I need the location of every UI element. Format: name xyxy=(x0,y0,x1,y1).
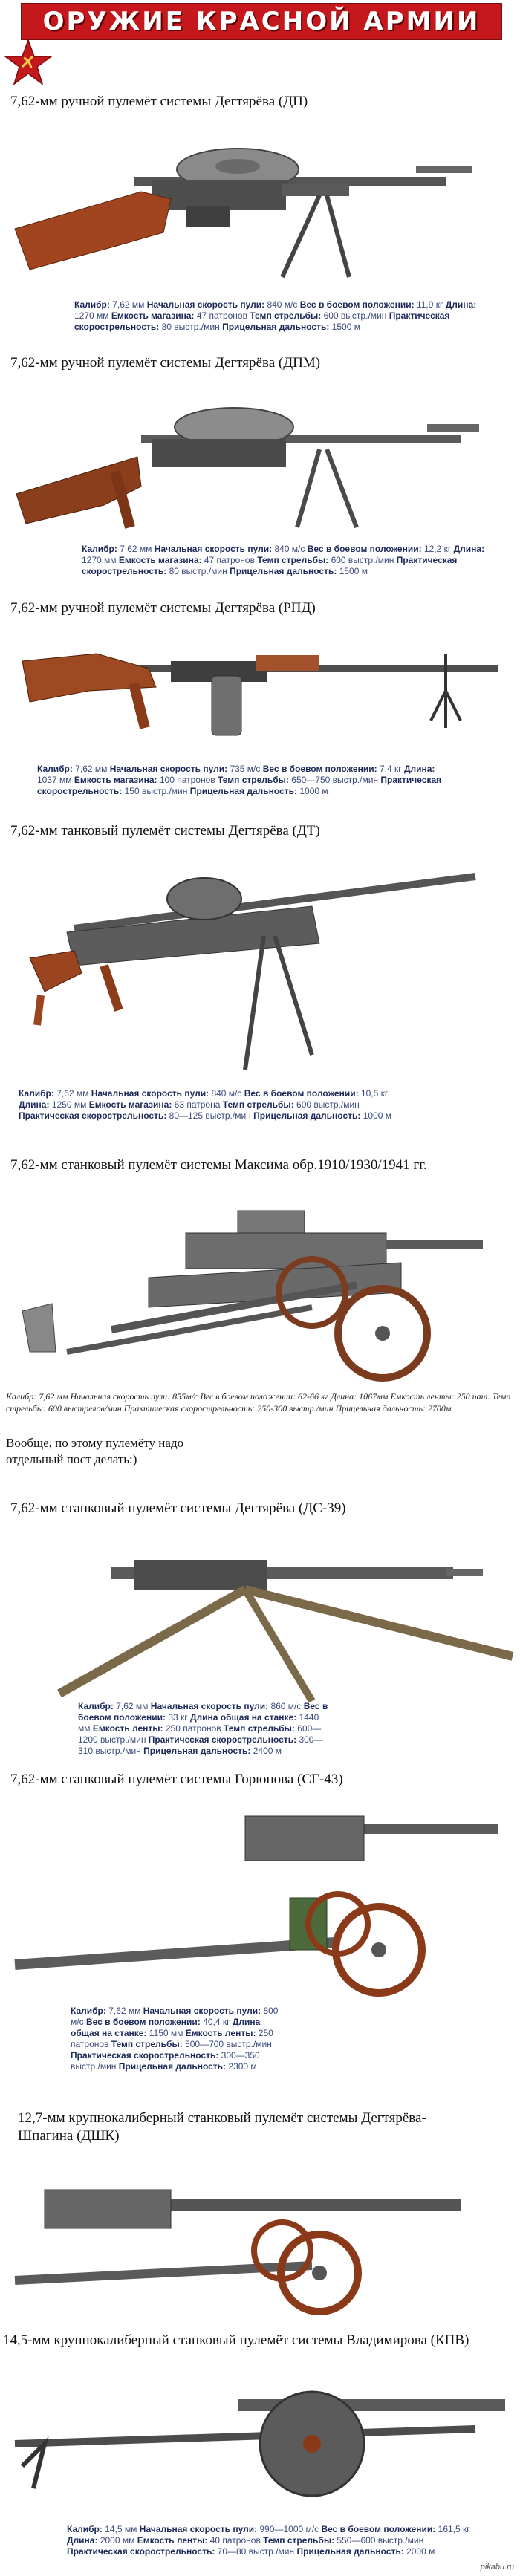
sg43-machine-gun-illustration xyxy=(0,1794,520,2002)
spec-block: Калибр: 7,62 мм Начальная скорость пули: 735 м/с Вес в боевом положении: 7,4 кг Длина: 1037 мм Емкость магазина: 100 патронов Темп стрельбы: 650—750 выстр./мин Практическая скорострельность: 150 выстр./мин Прицельная дальность: 1000 м xyxy=(37,764,442,796)
page-title: ОРУЖИЕ КРАСНОЙ АРМИИ xyxy=(21,3,502,40)
section-title: 7,62-мм станковый пулемёт системы Горюнова (СГ-43) xyxy=(10,1772,343,1787)
section-rpd xyxy=(0,594,520,817)
dpm-machine-gun-illustration xyxy=(0,375,520,553)
section-title: 14,5-мм крупнокалиберный станковый пулемёт системы Владимирова (КПВ) xyxy=(3,2332,469,2348)
section-title: 7,62-мм танковый пулемёт системы Дегтярёва (ДТ) xyxy=(10,823,320,839)
kpv-machine-gun-illustration xyxy=(0,2362,520,2511)
dt-machine-gun-illustration xyxy=(0,847,520,1084)
section-title: 7,62-мм станковый пулемёт системы Дегтярёва (ДС-39) xyxy=(10,1500,346,1516)
section-dp xyxy=(0,88,520,348)
maxim-machine-gun-illustration xyxy=(0,1181,520,1389)
section-title: 12,7-мм крупнокалиберный станковый пулемёт системы Дегтярёва- Шпагина (ДШК) xyxy=(18,2110,426,2144)
dp-machine-gun-illustration xyxy=(0,110,520,310)
section-dshk xyxy=(0,2110,520,2332)
spec-block: Калибр: 7,62 мм Начальная скорость пули: 840 м/с Вес в боевом положении: 11,9 кг Длина: 1270 мм Емкость магазина: 47 патронов Темп стрельбы: 600 выстр./мин Практическая скорострельность: 80 выстр./мин Прицельная дальность: 1500 м xyxy=(74,299,477,332)
section-dt xyxy=(0,817,520,1151)
spec-block: Калибр: 7,62 мм Начальная скорость пули: 840 м/с Вес в боевом положении: 10,5 кг Длина: 1250 мм Емкость магазина: 63 патрона Темп стрельбы: 600 выстр./мин Практическая скорострельность: 80—125 выстр./мин Прицельная дальность: 1000 м xyxy=(19,1088,392,1121)
ds39-machine-gun-illustration xyxy=(0,1523,520,1708)
watermark: pikabu.ru xyxy=(480,2563,514,2572)
section-title: 7,62-мм ручной пулемёт системы Дегтярёва (ДП) xyxy=(10,94,308,109)
section-kpv xyxy=(0,2332,520,2576)
author-note: Вообще, по этому пулемёту надо отдельный пост делать:) xyxy=(6,1436,184,1466)
spec-block: Калибр: 7,62 мм Начальная скорость пули: 800 м/с Вес в боевом положении: 40,4 кг Длина общая на станке: 1150 мм Емкость ленты: 250 патронов Темп стрельбы: 500—700 выстр./мин Практическая скорострельность: 300—350 выстр./мин Прицельная дальность: 2300 м xyxy=(71,2006,279,2072)
section-sg43 xyxy=(0,1772,520,2106)
section-title: 7,62-мм ручной пулемёт системы Дегтярёва (РПД) xyxy=(10,600,316,616)
dshk-machine-gun-illustration xyxy=(0,2162,520,2325)
rpd-machine-gun-illustration xyxy=(0,624,520,780)
header-banner xyxy=(0,0,520,88)
section-maxim xyxy=(0,1151,520,1500)
section-ds39 xyxy=(0,1500,520,1768)
section-title: 7,62-мм ручной пулемёт системы Дегтярёва (ДПМ) xyxy=(10,355,321,371)
spec-block: Калибр: 7,62 мм Начальная скорость пули: 860 м/с Вес в боевом положении: 33 кг Длина общая на станке: 1440 мм Емкость ленты: 250 патронов Темп стрельбы: 600—1200 выстр./мин Практическая скорострельность: 300—310 выстр./мин Прицельная дальность: 2400 м xyxy=(78,1701,328,1756)
spec-block: Калибр: 7,62 мм Начальная скорость пули: 840 м/с Вес в боевом положении: 12,2 кг Длина: 1270 мм Емкость магазина: 47 патронов Темп стрельбы: 600 выстр./мин Практическая скорострельность: 80 выстр./мин Прицельная дальность: 1500 м xyxy=(82,544,485,576)
section-dpm xyxy=(0,349,520,594)
red-star-emblem-icon xyxy=(4,39,52,86)
spec-block: Калибр: 14,5 мм Начальная скорость пули: 990—1000 м/с Вес в боевом положении: 161,5 кг Длина: 2000 мм Емкость ленты: 40 патронов Темп стрельбы: 550—600 выстр./мин Практическая скорострельность: 70—80 выстр./мин Прицельная дальность: 2000 м xyxy=(67,2524,470,2557)
spec-block: Калибр: 7,62 мм Начальная скорость пули: 855м/с Вес в боевом положении: 62-66 кг Длина: 1067мм Емкость ленты: 250 пат. Темп стрельбы: 600 выстрелов/мин Практическая скорострельность: 250-300 выстр./мин Прицельная дальность: 2700м. xyxy=(6,1391,511,1414)
section-title: 7,62-мм станковый пулемёт системы Максима обр.1910/1930/1941 гг. xyxy=(10,1157,427,1173)
